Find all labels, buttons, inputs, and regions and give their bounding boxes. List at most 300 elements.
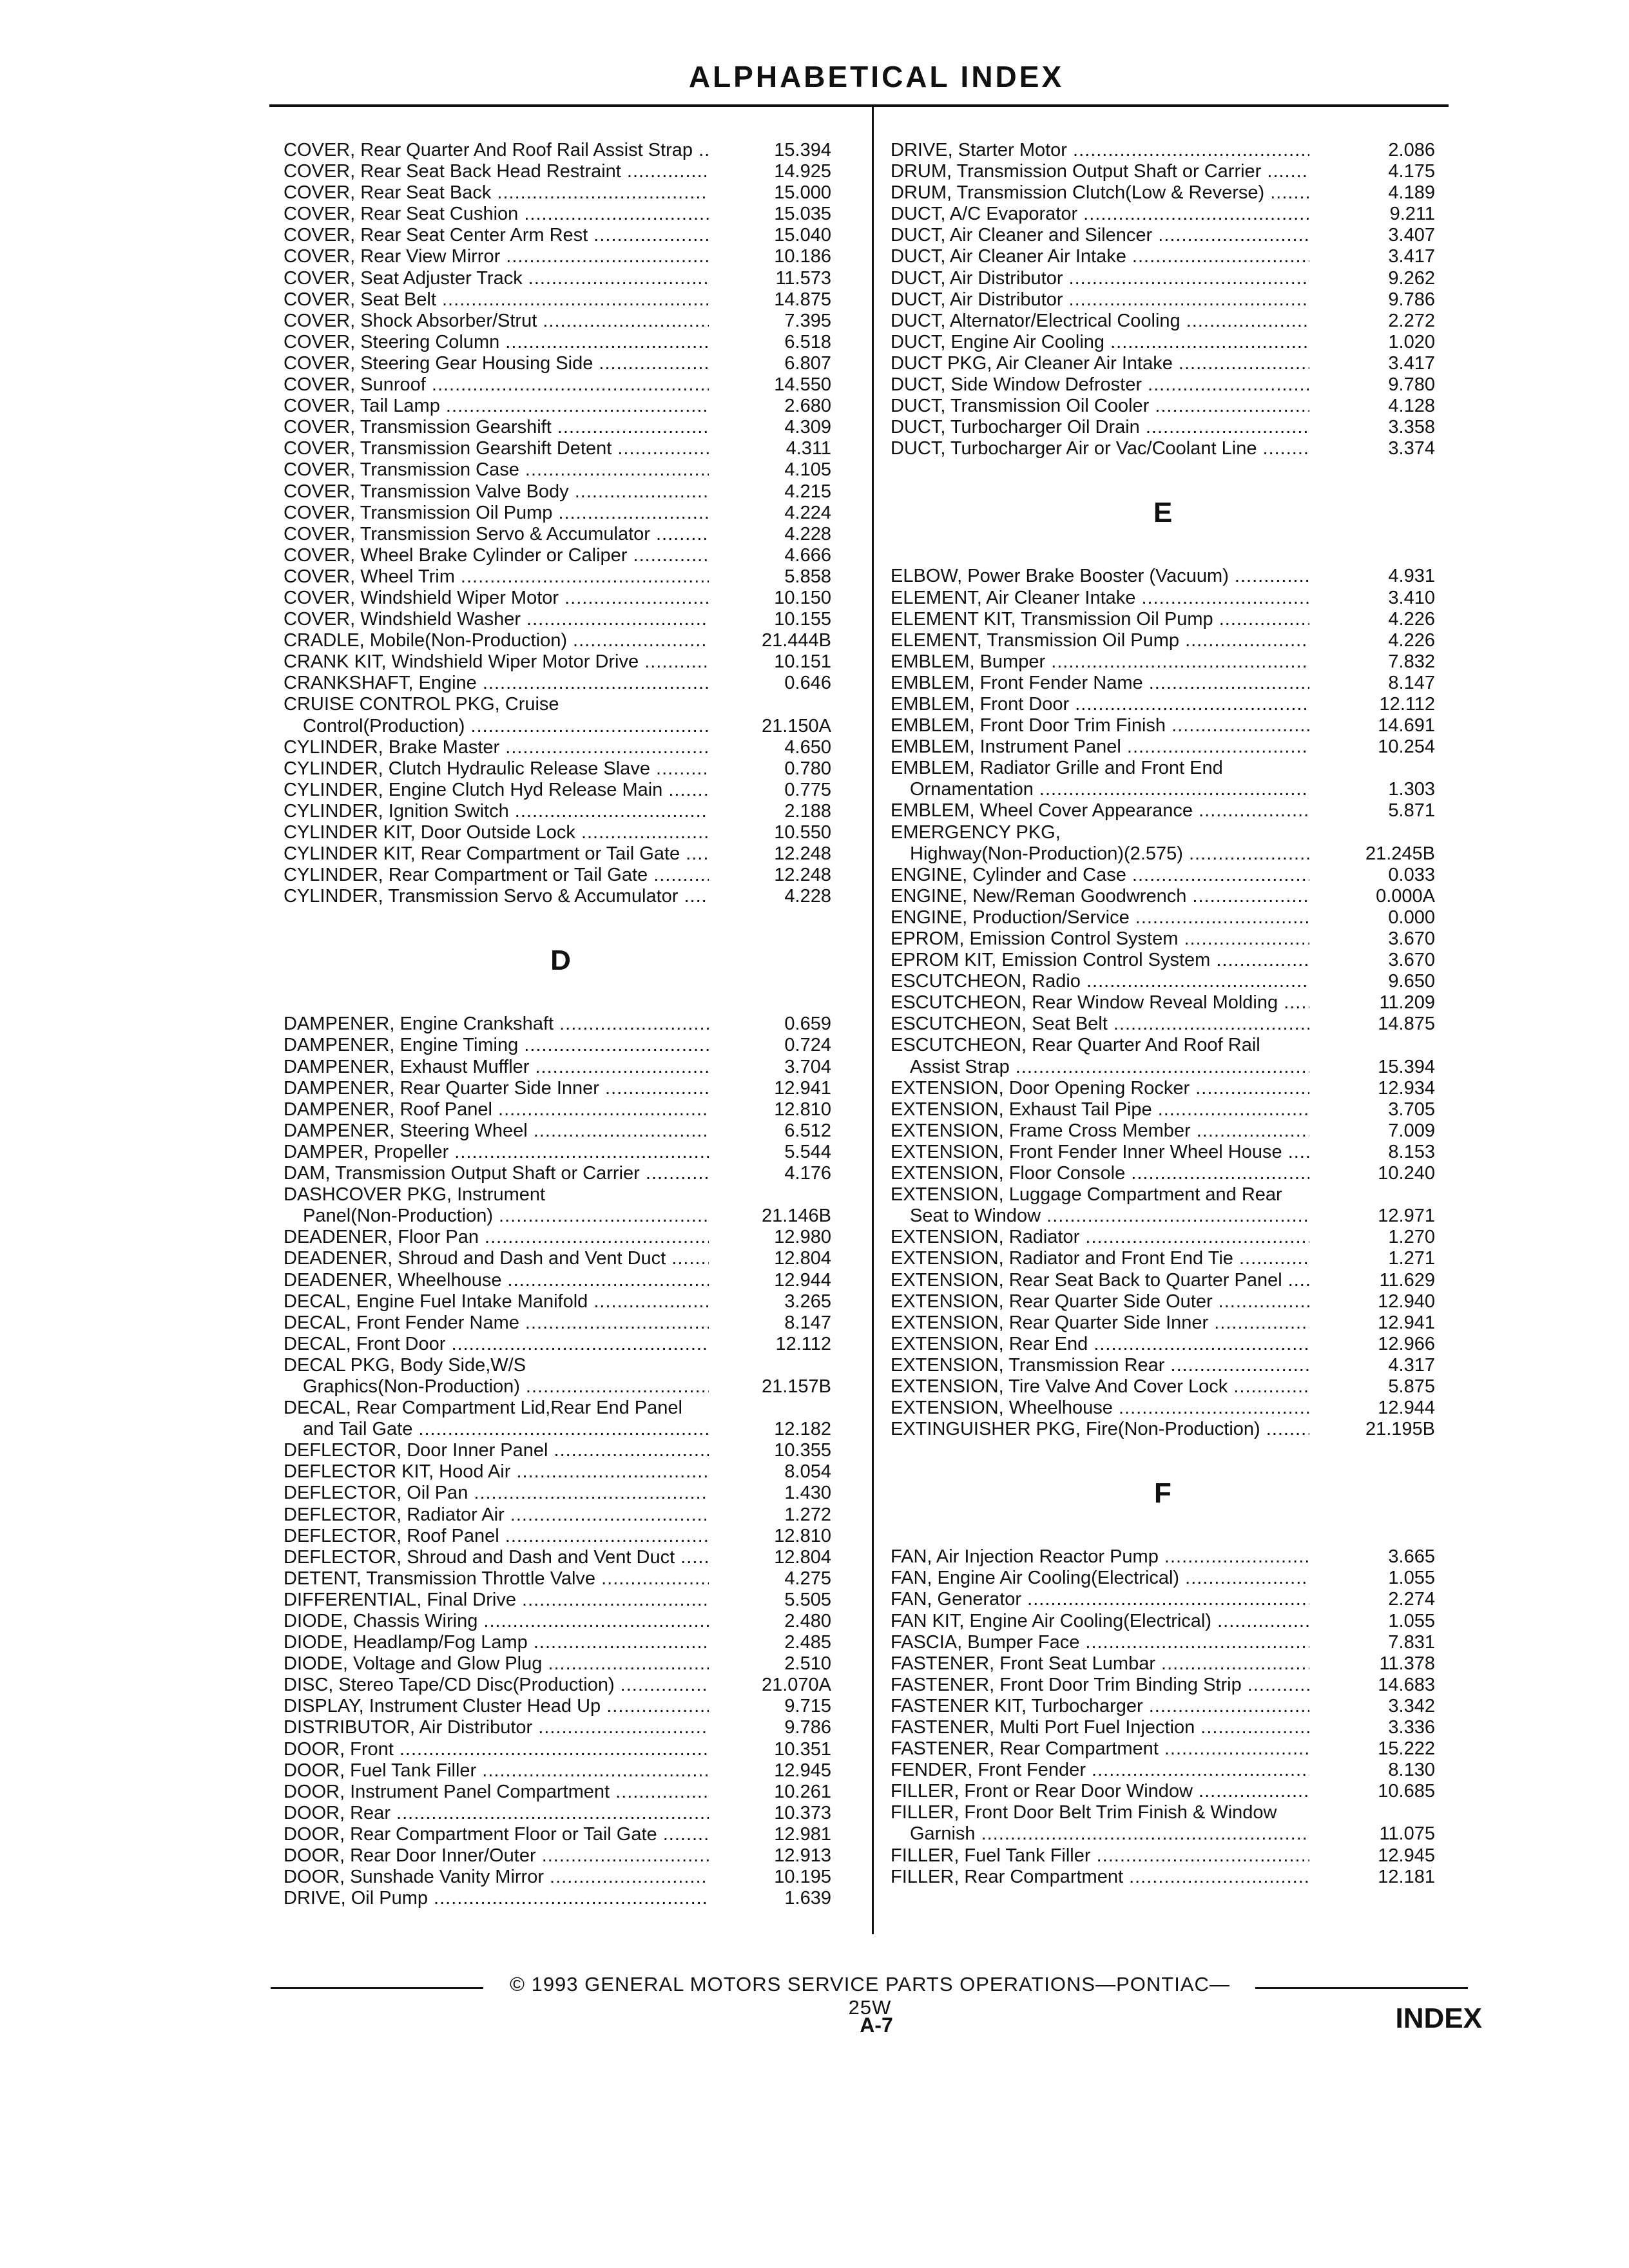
index-entry	[284, 1312, 838, 1334]
entry-description: DEADENER, Wheelhouse .....	[284, 1270, 709, 1291]
entry-page-reference: 10.186	[774, 246, 831, 267]
index-entry	[891, 1078, 1435, 1099]
index-entry	[284, 1717, 838, 1738]
entry-page-reference: 7.832	[1388, 651, 1435, 672]
footer-rule-right	[1255, 1987, 1468, 1989]
entry-description: CYLINDER, Transmission Servo & Accumulator .....	[284, 886, 709, 907]
entry-description: DIFFERENTIAL, Final Drive .....	[284, 1590, 709, 1611]
entry-description: COVER, Wheel Trim .....	[284, 566, 709, 588]
index-entry	[284, 332, 838, 353]
index-entry	[891, 1334, 1435, 1355]
entry-page-reference: 12.804	[774, 1248, 831, 1269]
index-entry	[284, 1291, 838, 1312]
index-entry	[284, 1355, 838, 1376]
entry-description: FILLER, Fuel Tank Filler .....	[891, 1845, 1309, 1867]
index-entry	[284, 1696, 838, 1717]
entry-description: COVER, Transmission Oil Pump .....	[284, 503, 709, 524]
entry-description: COVER, Transmission Case .....	[284, 459, 709, 481]
index-entry	[284, 545, 838, 566]
entry-page-reference: 12.966	[1378, 1333, 1435, 1354]
index-entry	[284, 758, 838, 780]
entry-description: ELEMENT, Air Cleaner Intake .....	[891, 588, 1309, 609]
entry-description: DRIVE, Oil Pump .....	[284, 1888, 709, 1909]
entry-description: DAMPENER, Rear Quarter Side Inner .....	[284, 1078, 709, 1099]
entry-page-reference: 12.112	[775, 1333, 831, 1354]
index-entry	[891, 1312, 1435, 1334]
entry-page-reference: 12.941	[1378, 1312, 1435, 1333]
entry-page-reference: 3.336	[1388, 1717, 1435, 1738]
entry-page-reference: 12.181	[1378, 1866, 1435, 1887]
entry-page-reference: 10.240	[1378, 1163, 1435, 1184]
index-entry	[284, 1611, 838, 1632]
entry-description: EXTINGUISHER PKG, Fire(Non-Production) .....	[891, 1419, 1309, 1440]
index-entry	[284, 1227, 838, 1248]
entry-page-reference: 4.176	[784, 1163, 831, 1184]
index-entry	[891, 1760, 1435, 1781]
entry-description: DUCT PKG, Air Cleaner Air Intake .....	[891, 353, 1309, 374]
entry-description: FASTENER, Rear Compartment .....	[891, 1738, 1309, 1760]
entry-description: COVER, Rear Seat Back .....	[284, 182, 709, 204]
entry-description: COVER, Windshield Washer .....	[284, 609, 709, 630]
entry-description: EXTENSION, Front Fender Inner Wheel House .....	[891, 1142, 1309, 1163]
entry-description: DUCT, Alternator/Electrical Cooling .....	[891, 311, 1309, 332]
entry-description: ESCUTCHEON, Rear Window Reveal Molding .....	[891, 992, 1309, 1014]
entry-page-reference: 3.342	[1388, 1695, 1435, 1716]
index-entry	[284, 1483, 838, 1504]
entry-page-reference: 14.691	[1378, 715, 1435, 736]
index-entry	[284, 1526, 838, 1547]
entry-page-reference: 12.248	[774, 865, 831, 886]
entry-description: EXTENSION, Radiator .....	[891, 1227, 1309, 1248]
entry-page-reference: 2.480	[784, 1611, 831, 1631]
entry-page-reference: 0.780	[784, 758, 831, 779]
entry-page-reference: 3.704	[784, 1056, 831, 1077]
entry-description: EXTENSION, Tire Valve And Cover Lock .....	[891, 1376, 1309, 1398]
entry-description: EMBLEM, Front Door Trim Finish .....	[891, 715, 1309, 736]
entry-page-reference: 11.573	[775, 267, 831, 289]
entry-page-reference: 4.666	[784, 544, 831, 566]
entry-description: EMBLEM, Instrument Panel .....	[891, 736, 1309, 758]
entry-description: ELEMENT, Transmission Oil Pump .....	[891, 630, 1309, 651]
index-entry	[284, 865, 838, 886]
index-entry	[891, 1738, 1435, 1760]
entry-description: DEFLECTOR, Shroud and Dash and Vent Duct .....	[284, 1547, 709, 1568]
entry-description: DEFLECTOR KIT, Hood Air .....	[284, 1461, 709, 1483]
entry-description: FAN, Generator .....	[891, 1589, 1309, 1610]
entry-description: COVER, Transmission Gearshift Detent .....	[284, 438, 709, 459]
entry-page-reference: 4.228	[784, 523, 831, 544]
entry-page-reference: 1.055	[1388, 1610, 1435, 1631]
index-entry	[284, 1568, 838, 1590]
entry-description: DUCT, Transmission Oil Cooler .....	[891, 396, 1309, 417]
entry-page-reference: 10.155	[774, 609, 831, 630]
entry-page-reference: 6.807	[784, 352, 831, 374]
entry-page-reference: 3.417	[1388, 246, 1435, 267]
entry-page-reference: 4.228	[784, 886, 831, 907]
entry-description: FASTENER, Front Seat Lumbar .....	[891, 1653, 1309, 1675]
entry-description: FAN KIT, Engine Air Cooling(Electrical) .....	[891, 1611, 1309, 1632]
index-entry	[284, 801, 838, 822]
index-entry	[284, 1632, 838, 1653]
entry-page-reference: 7.831	[1388, 1631, 1435, 1653]
index-entry	[891, 417, 1435, 438]
index-entry	[891, 332, 1435, 353]
entry-page-reference: 4.189	[1388, 182, 1435, 204]
right-index-column	[891, 140, 1435, 1888]
entry-description: COVER, Rear View Mirror .....	[284, 246, 709, 267]
index-entry	[284, 481, 838, 503]
index-entry	[284, 225, 838, 246]
entry-description: CYLINDER, Clutch Hydraulic Release Slave .....	[284, 758, 709, 780]
entry-description: DOOR, Sunshade Vanity Mirror .....	[284, 1867, 709, 1888]
entry-page-reference: 11.629	[1379, 1269, 1435, 1291]
index-entry	[284, 268, 838, 289]
entry-page-reference: 4.317	[1388, 1354, 1435, 1376]
entry-description: COVER, Rear Seat Cushion .....	[284, 204, 709, 225]
index-entry	[891, 588, 1435, 609]
entry-description: ENGINE, New/Reman Goodwrench .....	[891, 886, 1309, 907]
entry-page-reference: 4.226	[1388, 608, 1435, 629]
entry-page-reference: 0.659	[784, 1014, 831, 1035]
entry-page-reference: 3.265	[784, 1291, 831, 1312]
entry-description: DRIVE, Starter Motor .....	[891, 140, 1309, 161]
column-divider	[872, 104, 874, 1934]
entry-page-reference: 4.226	[1388, 629, 1435, 651]
entry-page-reference: 21.150A	[761, 715, 831, 736]
entry-description: FASTENER KIT, Turbocharger .....	[891, 1696, 1309, 1717]
index-entry	[284, 1675, 838, 1696]
index-entry	[284, 822, 838, 843]
index-entry	[891, 886, 1435, 907]
index-entry	[891, 928, 1435, 950]
section-heading-f: F	[1154, 1477, 1171, 1510]
index-entry	[891, 651, 1435, 673]
entry-page-reference: 2.510	[784, 1653, 831, 1675]
entry-description: DISC, Stereo Tape/CD Disc(Production) .....	[284, 1675, 709, 1696]
entry-page-reference: 12.934	[1378, 1077, 1435, 1099]
entry-description: EXTENSION, Rear Quarter Side Inner .....	[891, 1312, 1309, 1334]
index-entry	[284, 1760, 838, 1782]
entry-page-reference: 7.395	[784, 310, 831, 331]
entry-description: DAMPENER, Exhaust Muffler .....	[284, 1057, 709, 1078]
index-entry	[891, 438, 1435, 459]
entry-description: COVER, Sunroof .....	[284, 374, 709, 396]
entry-page-reference: 5.505	[784, 1589, 831, 1610]
index-entry	[891, 225, 1435, 246]
entry-description: DAMPENER, Roof Panel .....	[284, 1099, 709, 1120]
index-entry	[891, 1696, 1435, 1717]
index-entry	[284, 289, 838, 311]
index-entry	[284, 1078, 838, 1099]
entry-description: EMBLEM, Front Door .....	[891, 694, 1309, 715]
entry-description: DUCT, Turbocharger Air or Vac/Coolant Line .....	[891, 438, 1309, 459]
entry-page-reference: 8.054	[784, 1461, 831, 1483]
index-entry	[284, 1845, 838, 1867]
entry-page-reference: 4.128	[1388, 396, 1435, 417]
entry-description: COVER, Seat Adjuster Track .....	[284, 268, 709, 289]
index-entry	[891, 736, 1435, 758]
index-entry	[891, 1376, 1435, 1398]
entry-description: EPROM, Emission Control System .....	[891, 928, 1309, 950]
entry-page-reference: 4.311	[786, 438, 831, 459]
entry-description: CYLINDER, Engine Clutch Hyd Release Main .....	[284, 780, 709, 801]
entry-page-reference: 15.000	[774, 182, 831, 204]
index-entry	[284, 1739, 838, 1760]
entry-description: FILLER, Rear Compartment .....	[891, 1867, 1309, 1888]
entry-page-reference: 4.215	[784, 481, 831, 502]
index-entry	[284, 1398, 838, 1419]
entry-page-reference: 3.358	[1388, 417, 1435, 438]
entry-page-reference: 12.810	[774, 1099, 831, 1120]
entry-description: EXTENSION, Door Opening Rocker .....	[891, 1078, 1309, 1099]
entry-description: and Tail Gate .....	[303, 1419, 709, 1440]
index-entry	[284, 1057, 838, 1078]
entry-description: Graphics(Non-Production) .....	[303, 1376, 709, 1398]
entry-description: EXTENSION, Transmission Rear .....	[891, 1355, 1309, 1376]
entry-page-reference: 6.518	[784, 331, 831, 352]
entry-page-reference: 10.373	[774, 1802, 831, 1823]
entry-description: CRANK KIT, Windshield Wiper Motor Drive .....	[284, 651, 709, 673]
index-entry-continuation	[891, 843, 1435, 865]
entry-page-reference: 10.195	[774, 1867, 831, 1888]
index-entry	[284, 1014, 838, 1035]
entry-description: DAMPENER, Engine Timing .....	[284, 1035, 709, 1056]
entry-description: COVER, Rear Quarter And Roof Rail Assist Strap .....	[284, 140, 709, 161]
entry-description: DRUM, Transmission Output Shaft or Carrier .....	[891, 161, 1309, 182]
entry-description: EXTENSION, Luggage Compartment and Rear	[891, 1184, 1282, 1206]
entry-page-reference: 2.274	[1388, 1589, 1435, 1610]
entry-description: Garnish .....	[910, 1823, 1309, 1845]
index-entry-continuation	[284, 716, 838, 737]
entry-description: DIODE, Voltage and Glow Plug .....	[284, 1653, 709, 1675]
entry-description: COVER, Steering Gear Housing Side .....	[284, 353, 709, 374]
entry-page-reference: 11.378	[1379, 1653, 1435, 1674]
entry-description: DECAL, Engine Fuel Intake Manifold .....	[284, 1291, 709, 1312]
index-entry	[284, 1504, 838, 1526]
entry-page-reference: 8.147	[784, 1312, 831, 1333]
entry-page-reference: 1.055	[1388, 1568, 1435, 1589]
entry-page-reference: 2.485	[784, 1632, 831, 1653]
entry-page-reference: 12.112	[1379, 693, 1435, 715]
entry-page-reference: 12.944	[1378, 1398, 1435, 1419]
index-entry	[891, 1675, 1435, 1696]
entry-description: Ornamentation .....	[910, 779, 1309, 800]
entry-description: EXTENSION, Rear Quarter Side Outer .....	[891, 1291, 1309, 1312]
index-entry	[284, 1035, 838, 1056]
index-entry	[891, 246, 1435, 267]
entry-description: COVER, Seat Belt .....	[284, 289, 709, 311]
entry-description: EMBLEM, Bumper .....	[891, 651, 1309, 673]
entry-page-reference: 4.275	[784, 1568, 831, 1589]
index-entry	[284, 694, 838, 715]
entry-description: FILLER, Front Door Belt Trim Finish & Window	[891, 1802, 1277, 1823]
entry-description: DEFLECTOR, Oil Pan .....	[284, 1483, 709, 1504]
entry-description: ELEMENT KIT, Transmission Oil Pump .....	[891, 609, 1309, 630]
entry-page-reference: 10.355	[774, 1440, 831, 1461]
entry-description: EXTENSION, Frame Cross Member .....	[891, 1120, 1309, 1142]
entry-page-reference: 1.639	[784, 1888, 831, 1909]
entry-description: DEADENER, Floor Pan .....	[284, 1227, 709, 1248]
entry-page-reference: 1.020	[1388, 331, 1435, 352]
entry-description: EXTENSION, Floor Console .....	[891, 1163, 1309, 1184]
entry-description: FAN, Engine Air Cooling(Electrical) .....	[891, 1568, 1309, 1589]
entry-page-reference: 21.444B	[761, 630, 831, 651]
entry-page-reference: 12.945	[774, 1760, 831, 1781]
entry-description: DUCT, A/C Evaporator .....	[891, 204, 1309, 225]
index-entry	[891, 1632, 1435, 1653]
entry-page-reference: 12.248	[774, 843, 831, 865]
index-entry	[284, 246, 838, 267]
index-entry	[891, 1653, 1435, 1675]
header-rule	[269, 104, 1449, 107]
entry-page-reference: 14.683	[1378, 1674, 1435, 1695]
index-entry	[891, 1546, 1435, 1568]
index-entry	[284, 1142, 838, 1163]
index-entry	[891, 971, 1435, 992]
entry-description: EXTENSION, Rear Seat Back to Quarter Panel .....	[891, 1270, 1309, 1291]
index-entry	[284, 438, 838, 459]
entry-page-reference: 10.685	[1378, 1781, 1435, 1802]
entry-page-reference: 12.182	[774, 1419, 831, 1440]
index-entry	[284, 843, 838, 865]
entry-page-reference: 5.875	[1388, 1376, 1435, 1397]
index-entry	[891, 950, 1435, 971]
entry-page-reference: 5.871	[1388, 800, 1435, 822]
entry-page-reference: 4.309	[784, 417, 831, 438]
index-entry	[891, 865, 1435, 886]
index-entry-continuation	[891, 779, 1435, 800]
entry-page-reference: 3.410	[1388, 587, 1435, 608]
index-entry	[891, 1035, 1435, 1056]
entry-description: DUCT, Turbocharger Oil Drain .....	[891, 417, 1309, 438]
entry-description: COVER, Rear Seat Center Arm Rest .....	[284, 225, 709, 246]
entry-description: FAN, Air Injection Reactor Pump .....	[891, 1546, 1309, 1568]
index-entry	[284, 1248, 838, 1269]
index-entry	[891, 1248, 1435, 1269]
index-entry	[891, 715, 1435, 736]
index-entry	[891, 268, 1435, 289]
section-label: INDEX	[1395, 2003, 1482, 2034]
entry-description: ESCUTCHEON, Rear Quarter And Roof Rail	[891, 1035, 1260, 1056]
entry-description: COVER, Steering Column .....	[284, 332, 709, 353]
entry-description: Panel(Non-Production) .....	[303, 1206, 709, 1227]
entry-description: EMERGENCY PKG,	[891, 822, 1061, 843]
index-entry	[284, 673, 838, 694]
footer-rule-left	[271, 1987, 483, 1989]
entry-description: Control(Production) .....	[303, 716, 709, 737]
entry-description: DAMPER, Propeller .....	[284, 1142, 709, 1163]
entry-page-reference: 15.222	[1378, 1738, 1435, 1760]
entry-description: ESCUTCHEON, Radio .....	[891, 971, 1309, 992]
index-entry	[891, 800, 1435, 822]
entry-page-reference: 3.374	[1388, 438, 1435, 459]
index-entry	[891, 907, 1435, 928]
entry-description: CYLINDER, Rear Compartment or Tail Gate .....	[284, 865, 709, 886]
entry-description: DUCT, Engine Air Cooling .....	[891, 332, 1309, 353]
entry-description: EMBLEM, Radiator Grille and Front End	[891, 758, 1223, 779]
entry-page-reference: 21.146B	[761, 1206, 831, 1227]
entry-page-reference: 0.646	[784, 673, 831, 694]
entry-description: FASTENER, Front Door Trim Binding Strip .....	[891, 1675, 1309, 1696]
entry-page-reference: 14.875	[774, 289, 831, 310]
entry-description: DUCT, Air Distributor .....	[891, 289, 1309, 311]
entry-page-reference: 6.512	[784, 1120, 831, 1141]
copyright-notice: © 1993 GENERAL MOTORS SERVICE PARTS OPERATIONS—PONTIAC—25W	[510, 1973, 1230, 2019]
entry-page-reference: 0.724	[784, 1035, 831, 1056]
entry-description: CYLINDER KIT, Door Outside Lock .....	[284, 822, 709, 843]
entry-description: DUCT, Air Cleaner Air Intake .....	[891, 246, 1309, 267]
index-entry	[891, 1227, 1435, 1248]
index-entry-continuation	[891, 1057, 1435, 1078]
entry-description: DOOR, Rear Compartment Floor or Tail Gate .....	[284, 1824, 709, 1845]
entry-description: COVER, Windshield Wiper Motor .....	[284, 588, 709, 609]
entry-page-reference: 1.270	[1388, 1227, 1435, 1248]
index-entry-continuation	[891, 1206, 1435, 1227]
index-entry-continuation	[284, 1206, 838, 1227]
entry-description: DUCT, Air Cleaner and Silencer .....	[891, 225, 1309, 246]
entry-page-reference: 10.261	[774, 1781, 831, 1802]
entry-page-reference: 3.670	[1388, 928, 1435, 949]
index-entry	[891, 1419, 1435, 1440]
index-entry	[891, 161, 1435, 182]
entry-page-reference: 2.188	[784, 800, 831, 822]
entry-description: ESCUTCHEON, Seat Belt .....	[891, 1014, 1309, 1035]
entry-page-reference: 10.254	[1378, 736, 1435, 758]
index-entry	[891, 1845, 1435, 1867]
entry-page-reference: 9.650	[1388, 971, 1435, 992]
index-entry	[284, 311, 838, 332]
entry-page-reference: 2.086	[1388, 140, 1435, 160]
entry-page-reference: 4.931	[1388, 566, 1435, 587]
index-entry	[284, 1653, 838, 1675]
entry-description: DAM, Transmission Output Shaft or Carrier .....	[284, 1163, 709, 1184]
index-entry	[891, 1781, 1435, 1802]
entry-description: CRUISE CONTROL PKG, Cruise	[284, 694, 559, 715]
entry-description: Seat to Window .....	[910, 1206, 1309, 1227]
entry-description: DECAL, Front Fender Name .....	[284, 1312, 709, 1334]
entry-description: FILLER, Front or Rear Door Window .....	[891, 1781, 1309, 1802]
entry-page-reference: 1.303	[1388, 779, 1435, 800]
entry-description: COVER, Rear Seat Back Head Restraint .....	[284, 161, 709, 182]
index-entry	[891, 1611, 1435, 1632]
index-entry	[891, 630, 1435, 651]
entry-description: EXTENSION, Wheelhouse .....	[891, 1398, 1309, 1419]
entry-page-reference: 1.272	[784, 1504, 831, 1525]
entry-page-reference: 21.195B	[1365, 1419, 1435, 1440]
entry-page-reference: 12.945	[1378, 1845, 1435, 1866]
entry-description: DUCT, Air Distributor .....	[891, 268, 1309, 289]
index-entry	[891, 1120, 1435, 1142]
entry-page-reference: 3.417	[1388, 352, 1435, 374]
entry-page-reference: 15.394	[774, 140, 831, 160]
index-entry	[891, 1589, 1435, 1610]
index-entry	[891, 1802, 1435, 1823]
entry-page-reference: 10.351	[774, 1738, 831, 1760]
index-entry	[891, 353, 1435, 374]
entry-page-reference: 4.175	[1388, 161, 1435, 182]
entry-page-reference: 21.245B	[1365, 843, 1435, 864]
entry-description: FENDER, Front Fender .....	[891, 1760, 1309, 1781]
entry-page-reference: 14.875	[1378, 1014, 1435, 1035]
entry-page-reference: 3.665	[1388, 1546, 1435, 1568]
entry-page-reference: 12.944	[774, 1269, 831, 1291]
index-entry	[891, 694, 1435, 715]
entry-page-reference: 12.940	[1378, 1291, 1435, 1312]
entry-page-reference: 3.705	[1388, 1099, 1435, 1120]
index-entry	[891, 140, 1435, 161]
entry-description: DEFLECTOR, Roof Panel .....	[284, 1526, 709, 1547]
index-entry	[891, 1398, 1435, 1419]
